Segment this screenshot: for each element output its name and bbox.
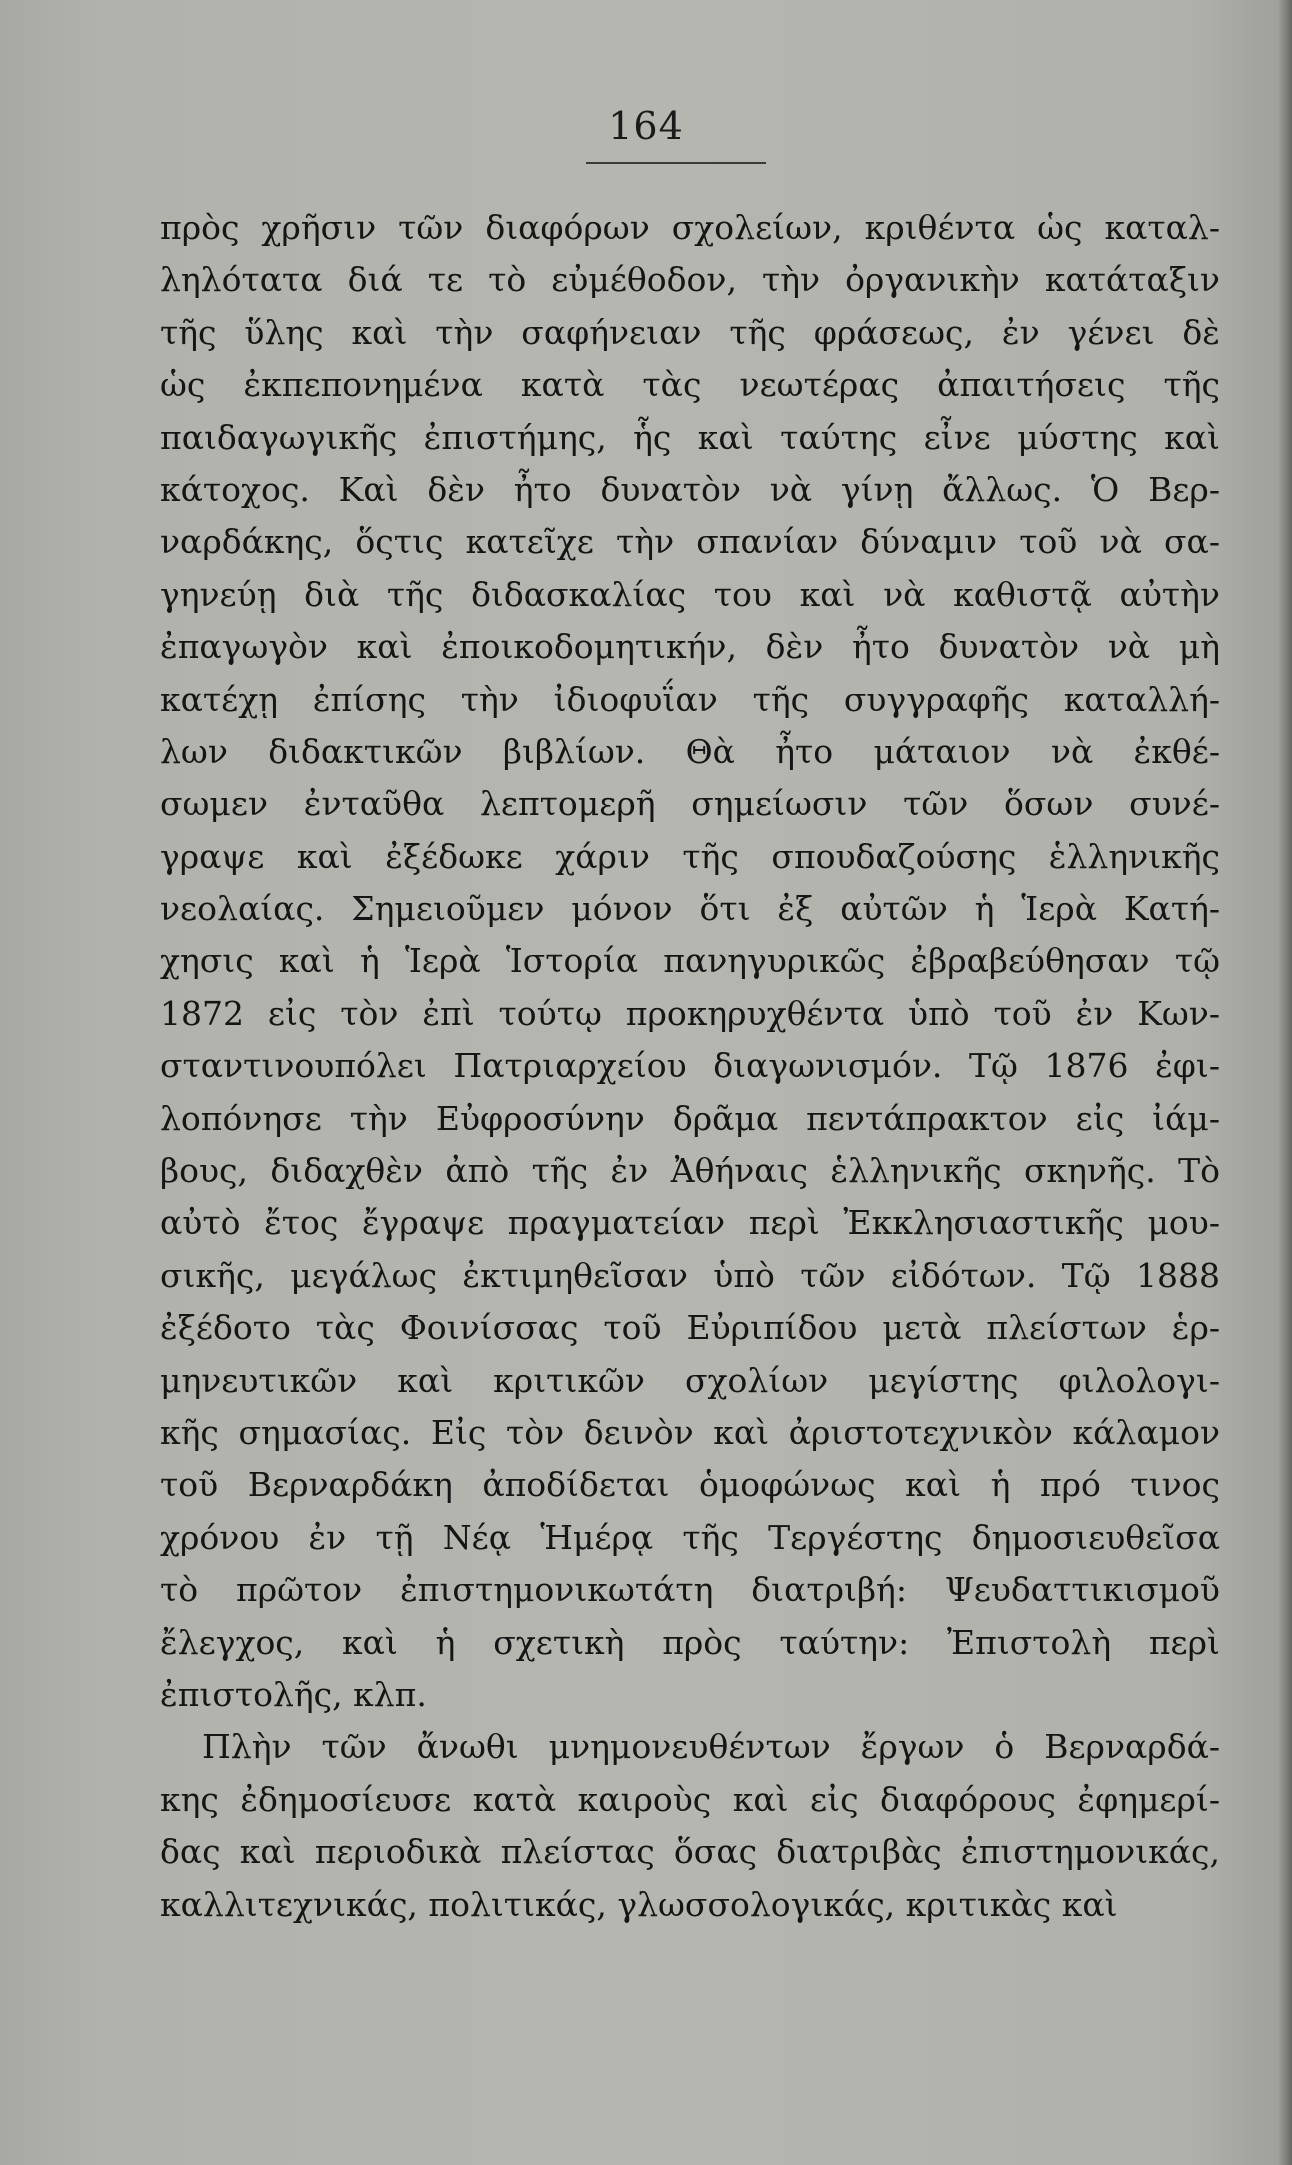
text-line: σικῆς, μεγάλως ἐκτιμηθεῖσαν ὑπὸ τῶν εἰδότων. Τῷ 1888 (160, 1255, 1220, 1295)
text-line: μηνευτικῶν καὶ κριτικῶν σχολίων μεγίστης φιλολογι- (160, 1360, 1220, 1400)
text-line: ἔλεγχος, καὶ ἡ σχετικὴ πρὸς ταύτην: Ἐπιστολὴ περὶ (160, 1622, 1220, 1662)
text-line: ἐξέδοτο τὰς Φοινίσσας τοῦ Εὐριπίδου μετὰ πλείστων ἑρ- (160, 1308, 1220, 1348)
text-line: δας καὶ περιοδικὰ πλείστας ὅσας διατριβὰς ἐπιστημονικάς, (160, 1832, 1220, 1872)
text-line: σωμεν ἐνταῦθα λεπτομερῆ σημείωσιν τῶν ὅσων συνέ- (160, 784, 1220, 824)
text-line: λων διδακτικῶν βιβλίων. Θὰ ἦτο μάταιον νὰ ἐκθέ- (160, 731, 1220, 771)
text-line: πρὸς χρῆσιν τῶν διαφόρων σχολείων, κριθέντα ὡς καταλ- (160, 208, 1220, 247)
text-line: ναρδάκης, ὅςτις κατεῖχε τὴν σπανίαν δύναμιν τοῦ νὰ σα- (160, 522, 1220, 562)
text-line: ἐπαγωγὸν καὶ ἐποικοδομητικήν, δὲν ἦτο δυνατὸν νὰ μὴ (160, 627, 1220, 667)
text-line: κάτοχος. Καὶ δὲν ἦτο δυνατὸν νὰ γίνῃ ἄλλως. Ὁ Βερ- (160, 469, 1220, 509)
text-line: τοῦ Βερναρδάκη ἀποδίδεται ὁμοφώνως καὶ ἡ πρό τινος (160, 1465, 1220, 1505)
text-line: γηνεύῃ διὰ τῆς διδασκαλίας του καὶ νὰ καθιστᾷ αὐτὴν (160, 574, 1220, 614)
text-line: ὡς ἐκπεπονημένα κατὰ τὰς νεωτέρας ἀπαιτήσεις τῆς (160, 365, 1220, 405)
text-line: παιδαγωγικῆς ἐπιστήμης, ἧς καὶ ταύτης εἶνε μύστης καὶ (160, 417, 1220, 457)
text-line: τῆς ὕλης καὶ τὴν σαφήνειαν τῆς φράσεως, ἐν γένει δὲ (160, 312, 1220, 352)
text-line: λοπόνησε τὴν Εὐφροσύνην δρᾶμα πεντάπρακτον εἰς ἰάμ- (160, 1098, 1220, 1138)
text-line: κῆς σημασίας. Εἰς τὸν δεινὸν καὶ ἀριστοτεχνικὸν κάλαμον (160, 1412, 1220, 1452)
text-line: ληλότατα διά τε τὸ εὐμέθοδον, τὴν ὀργανικὴν κατάταξιν (160, 260, 1220, 300)
text-line: βους, διδαχθὲν ἀπὸ τῆς ἐν Ἀθήναις ἑλληνικῆς σκηνῆς. Τὸ (160, 1151, 1220, 1191)
body-text (160, 202, 1220, 1931)
text-line: Πλὴν τῶν ἄνωθι μνημονευθέντων ἔργων ὁ Βερναρδά- (202, 1727, 1220, 1767)
text-line: χρόνου ἐν τῇ Νέᾳ Ἡμέρᾳ τῆς Τεργέστης δημοσιευθεῖσα (160, 1517, 1220, 1557)
page-number: 164 (608, 104, 684, 148)
text-line: 1872 εἰς τὸν ἐπὶ τούτῳ προκηρυχθέντα ὑπὸ τοῦ ἐν Κων- (160, 993, 1220, 1033)
text-line: αὐτὸ ἔτος ἔγραψε πραγματείαν περὶ Ἐκκλησιαστικῆς μου- (160, 1203, 1220, 1243)
text-line: καλλιτεχνικάς, πολιτικάς, γλωσσολογικάς, κριτικὰς καὶ (160, 1884, 1118, 1924)
page-number-rule (586, 162, 766, 164)
text-line: σταντινουπόλει Πατριαρχείου διαγωνισμόν. Τῷ 1876 ἐφι- (160, 1046, 1220, 1086)
text-line: χησις καὶ ἡ Ἱερὰ Ἱστορία πανηγυρικῶς ἐβραβεύθησαν τῷ (160, 941, 1220, 981)
text-line: κατέχῃ ἐπίσης τὴν ἰδιοφυΐαν τῆς συγγραφῆς καταλλή- (160, 679, 1220, 719)
text-line: ἐπιστολῆς, κλπ. (160, 1674, 427, 1714)
page-edge-shadow (1278, 0, 1292, 2165)
text-line: κης ἐδημοσίευσε κατὰ καιροὺς καὶ εἰς διαφόρους ἐφημερί- (160, 1779, 1220, 1819)
text-line: νεολαίας. Σημειοῦμεν μόνον ὅτι ἐξ αὐτῶν ἡ Ἱερὰ Κατή- (160, 889, 1220, 929)
text-line: τὸ πρῶτον ἐπιστημονικωτάτη διατριβή: Ψευδαττικισμοῦ (160, 1570, 1220, 1610)
text-line: γραψε καὶ ἐξέδωκε χάριν τῆς σπουδαζούσης ἑλληνικῆς (160, 836, 1220, 876)
